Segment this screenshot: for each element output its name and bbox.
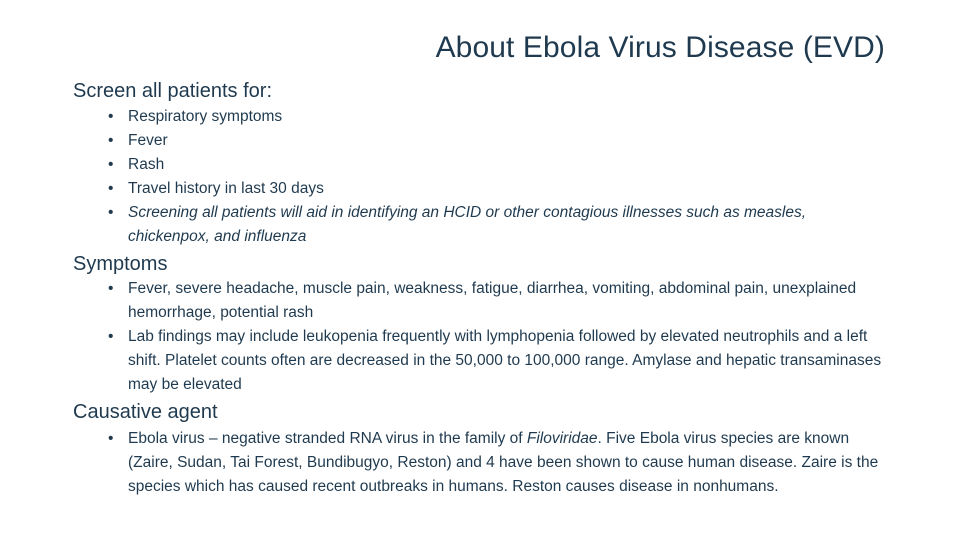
section-heading-causative-agent: Causative agent — [73, 401, 218, 423]
bullet-icon: • — [108, 430, 114, 447]
family-name: Filoviridae — [526, 430, 598, 447]
list-item: • Rash — [108, 153, 868, 177]
section-heading-symptoms: Symptoms — [73, 253, 168, 275]
list-item: • Travel history in last 30 days — [108, 177, 868, 201]
list-item: • Respiratory symptoms — [108, 105, 868, 129]
list-item: • Ebola virus – negative stranded RNA virus in the family of Filoviridae. Five Ebola virus species are known (Zaire, Sudan, Tai Forest, Bundibugyo, Reston) and 4 have been shown to cause human disease. Zaire is the species which has caused recent outbreaks in humans. Reston causes disease in nonhumans. — [108, 427, 898, 499]
causative-agent-list — [108, 427, 898, 499]
list-item: • Fever — [108, 129, 868, 153]
bullet-icon: • — [108, 328, 114, 345]
list-item: • Fever, severe headache, muscle pain, weakness, fatigue, diarrhea, vomiting, abdominal pain, unexplained hemorrhage, potential rash — [108, 277, 898, 325]
bullet-icon: • — [108, 156, 114, 173]
symptoms-list — [108, 277, 898, 397]
list-item: • Lab findings may include leukopenia frequently with lymphopenia followed by elevated neutrophils and a left shift. Platelet counts often are decreased in the 50,000 to 100,000 range. Amylase and hepatic transaminases may be elevated — [108, 325, 898, 397]
list-item: • Screening all patients will aid in identifying an HCID or other contagious illnesses such as measles, chickenpox, and influenza — [108, 201, 868, 249]
bullet-icon: • — [108, 180, 114, 197]
bullet-icon: • — [108, 108, 114, 125]
bullet-icon: • — [108, 204, 114, 221]
slide-title: About Ebola Virus Disease (EVD) — [435, 31, 885, 64]
bullet-icon: • — [108, 132, 114, 149]
bullet-icon: • — [108, 280, 114, 297]
section-heading-screen-patients: Screen all patients for: — [73, 80, 272, 102]
screening-list — [108, 105, 868, 249]
